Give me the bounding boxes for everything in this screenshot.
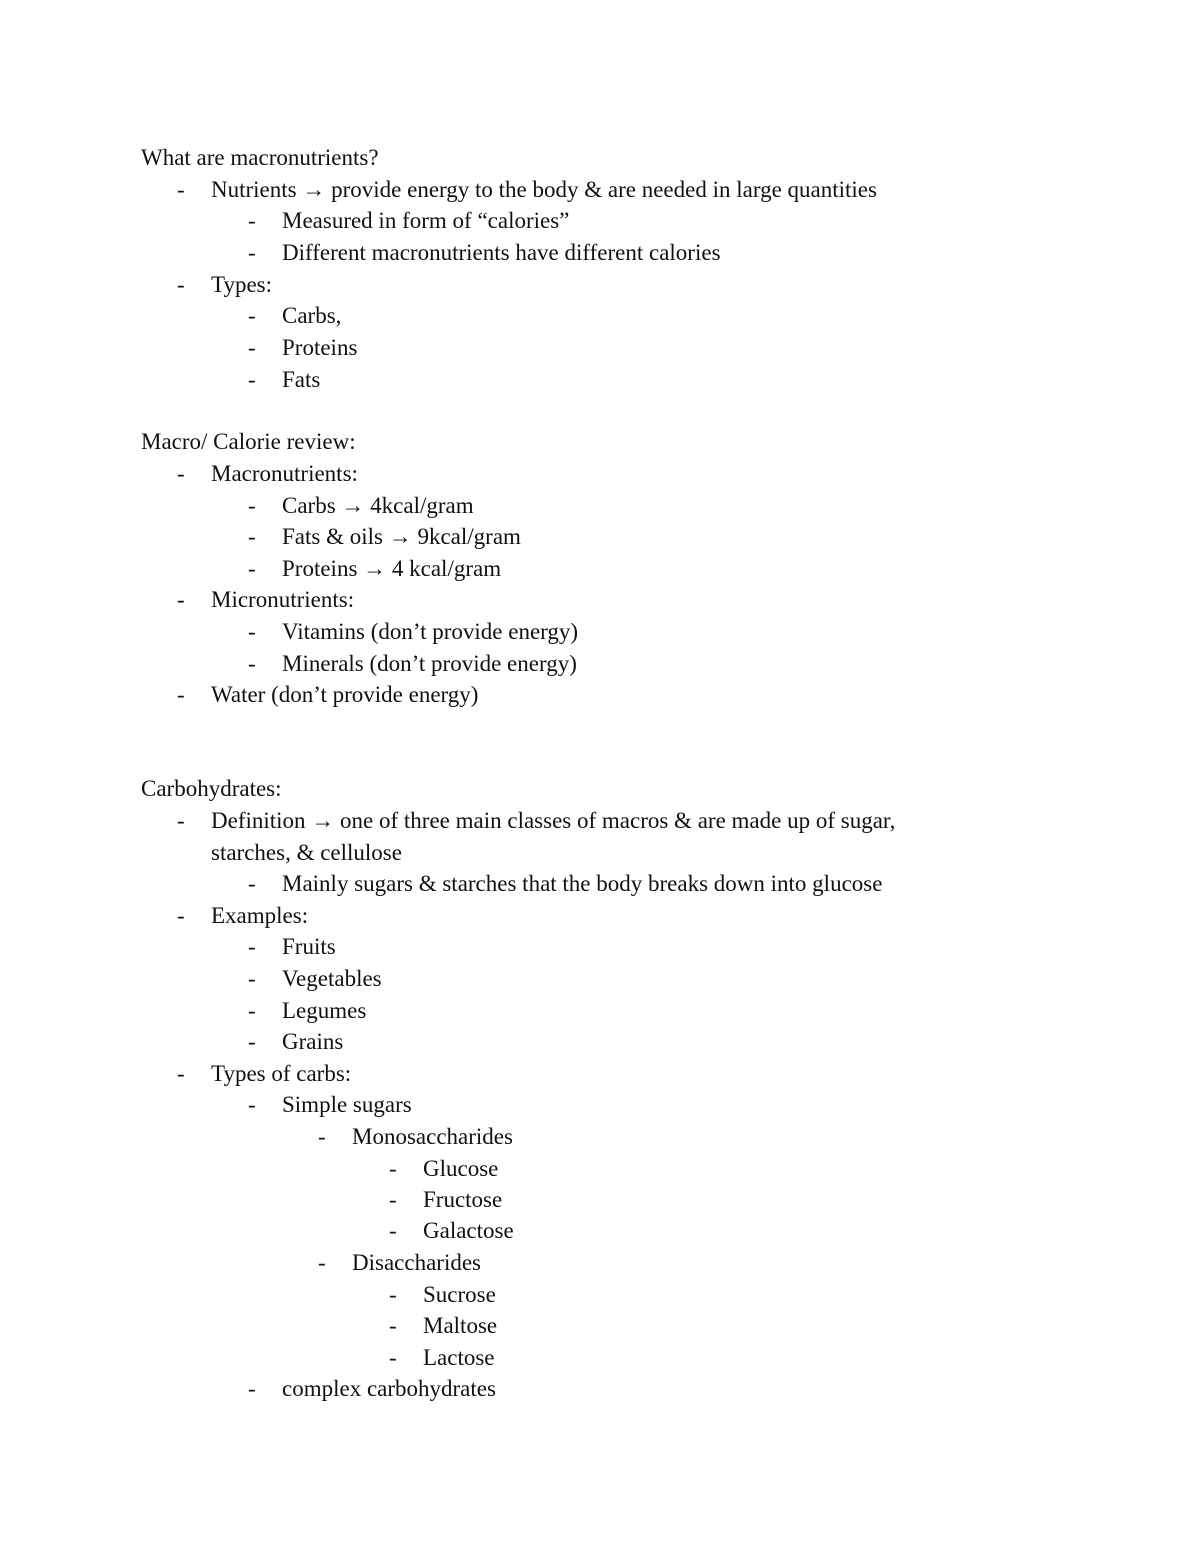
heading-carbohydrates: Carbohydrates: — [141, 776, 282, 801]
list-item-proteins: Proteins — [282, 335, 358, 360]
bullet-dash: - — [248, 208, 256, 233]
bullet-dash: - — [248, 240, 256, 265]
bullet-dash: - — [177, 682, 185, 707]
bullet-dash: - — [248, 1092, 256, 1117]
list-item-examples: Examples: — [211, 903, 309, 928]
bullet-dash: - — [248, 871, 256, 896]
list-item-types: Types: — [211, 272, 272, 297]
list-item-nutrients: Nutrients → provide energy to the body & are needed in large quantities — [211, 177, 877, 202]
list-item-different: Different macronutrients have different calories — [282, 240, 721, 265]
list-item-measured: Measured in form of “calories” — [282, 208, 570, 233]
list-item-fats: Fats — [282, 367, 321, 392]
bullet-dash: - — [389, 1156, 397, 1181]
list-item-maltose: Maltose — [423, 1313, 498, 1338]
bullet-dash: - — [248, 303, 256, 328]
list-item-macronutrients: Macronutrients: — [211, 461, 358, 486]
bullet-dash: - — [318, 1250, 326, 1275]
list-item-fats-kcal: Fats & oils → 9kcal/gram — [282, 524, 521, 549]
bullet-dash: - — [248, 367, 256, 392]
bullet-dash: - — [248, 934, 256, 959]
list-item-legumes: Legumes — [282, 998, 367, 1023]
list-item-definition: Definition → one of three main classes of macros & are made up of sugar, — [211, 808, 896, 833]
bullet-dash: - — [177, 461, 185, 486]
list-item-fruits: Fruits — [282, 934, 336, 959]
list-item-vegetables: Vegetables — [282, 966, 382, 991]
list-item-sucrose: Sucrose — [423, 1282, 496, 1307]
list-item-micronutrients: Micronutrients: — [211, 587, 355, 612]
list-item-grains: Grains — [282, 1029, 344, 1054]
list-item-mainly: Mainly sugars & starches that the body breaks down into glucose — [282, 871, 883, 896]
list-item-minerals: Minerals (don’t provide energy) — [282, 651, 577, 676]
heading-macronutrients: What are macronutrients? — [141, 145, 379, 170]
list-item-definition-continued: starches, & cellulose — [211, 840, 402, 865]
bullet-dash: - — [389, 1345, 397, 1370]
list-item-types-of-carbs: Types of carbs: — [211, 1061, 352, 1086]
list-item-monosaccharides: Monosaccharides — [352, 1124, 513, 1149]
bullet-dash: - — [389, 1313, 397, 1338]
list-item-lactose: Lactose — [423, 1345, 495, 1370]
list-item-glucose: Glucose — [423, 1156, 499, 1181]
bullet-dash: - — [248, 619, 256, 644]
bullet-dash: - — [248, 1376, 256, 1401]
bullet-dash: - — [389, 1187, 397, 1212]
list-item-complex-carbohydrates: complex carbohydrates — [282, 1376, 496, 1401]
bullet-dash: - — [389, 1218, 397, 1243]
list-item-carbs: Carbs, — [282, 303, 342, 328]
bullet-dash: - — [248, 493, 256, 518]
bullet-dash: - — [248, 335, 256, 360]
list-item-proteins-kcal: Proteins → 4 kcal/gram — [282, 556, 502, 581]
list-item-water: Water (don’t provide energy) — [211, 682, 479, 707]
bullet-dash: - — [318, 1124, 326, 1149]
bullet-dash: - — [248, 998, 256, 1023]
bullet-dash: - — [248, 556, 256, 581]
bullet-dash: - — [177, 587, 185, 612]
bullet-dash: - — [177, 177, 185, 202]
list-item-vitamins: Vitamins (don’t provide energy) — [282, 619, 579, 644]
bullet-dash: - — [248, 966, 256, 991]
list-item-galactose: Galactose — [423, 1218, 514, 1243]
list-item-carbs-kcal: Carbs → 4kcal/gram — [282, 493, 474, 518]
bullet-dash: - — [177, 808, 185, 833]
bullet-dash: - — [248, 651, 256, 676]
bullet-dash: - — [389, 1282, 397, 1307]
bullet-dash: - — [248, 1029, 256, 1054]
bullet-dash: - — [177, 903, 185, 928]
bullet-dash: - — [248, 524, 256, 549]
bullet-dash: - — [177, 272, 185, 297]
list-item-fructose: Fructose — [423, 1187, 503, 1212]
list-item-disaccharides: Disaccharides — [352, 1250, 481, 1275]
list-item-simple-sugars: Simple sugars — [282, 1092, 412, 1117]
bullet-dash: - — [177, 1061, 185, 1086]
heading-calorie-review: Macro/ Calorie review: — [141, 429, 356, 454]
